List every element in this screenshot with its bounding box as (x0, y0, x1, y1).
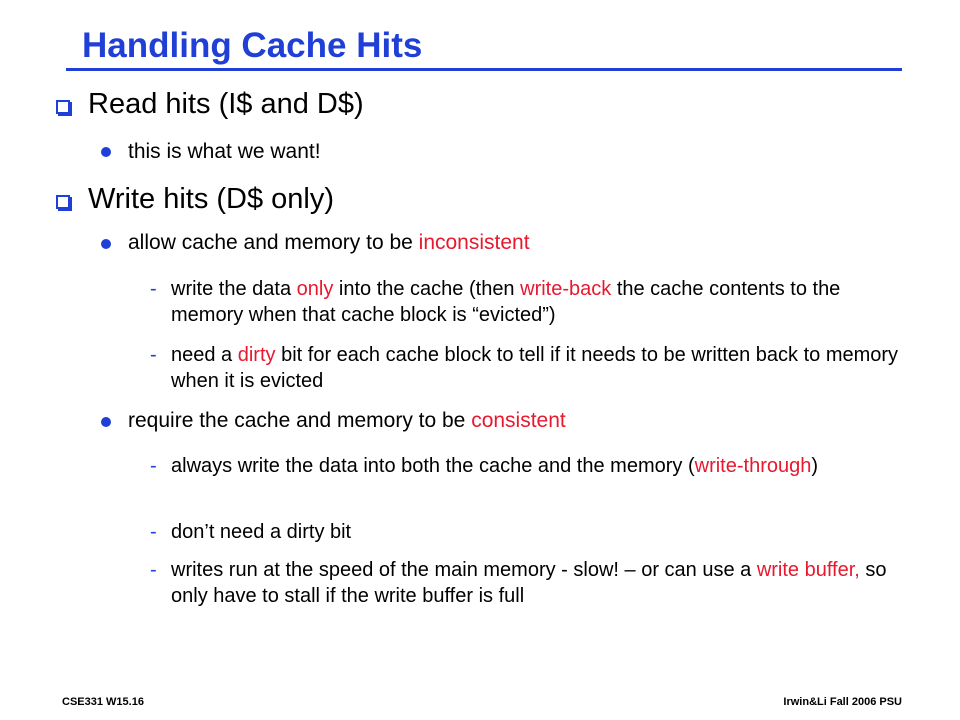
text: always write the data into both the cache and the memory ( (171, 455, 695, 477)
highlight-consistent: consistent (471, 409, 566, 432)
text: writes run at the speed of the main memory - slow! – or can use a (171, 559, 757, 581)
bullet-write-through (171, 453, 911, 479)
dash-bullet: - (150, 559, 157, 581)
text: write the data (171, 278, 297, 300)
bullet-require-consistent (128, 408, 566, 434)
text: need a (171, 344, 238, 366)
highlight-write-buffer: write buffer, (756, 559, 860, 581)
highlight-only: only (296, 278, 334, 300)
bullet-allow-inconsistent (128, 230, 530, 256)
bullet-read-sub: this is what we want! (128, 140, 321, 163)
text: the cache contents to the memory when that cache block is “evicted”) (171, 278, 841, 326)
bullet-write-back (171, 276, 911, 328)
bullet-read-hits: Read hits (I$ and D$) (88, 88, 364, 120)
bullet-write-hits: Write hits (D$ only) (88, 183, 335, 215)
round-bullet-icon (101, 239, 111, 249)
text: require the cache and memory to be (128, 409, 472, 432)
text: ) (811, 455, 819, 477)
dash-bullet: - (150, 455, 157, 477)
dash-bullet: - (150, 521, 157, 543)
footer-right: Irwin&Li Fall 2006 PSU (783, 696, 902, 708)
dash-bullet: - (150, 344, 157, 366)
highlight-inconsistent: inconsistent (418, 231, 530, 254)
bullet-no-dirty-bit: don’t need a dirty bit (171, 521, 352, 543)
title-underline (66, 68, 902, 71)
highlight-write-back: write-back (520, 278, 612, 300)
text: allow cache and memory to be (128, 231, 419, 254)
dash-bullet: - (150, 278, 157, 300)
square-bullet-icon (56, 195, 70, 209)
bullet-write-buffer (171, 557, 911, 609)
round-bullet-icon (101, 417, 111, 427)
text: into the cache (then (333, 278, 521, 300)
bullet-dirty-bit (171, 342, 911, 394)
highlight-write-through: write-through (694, 455, 812, 477)
text: so only have to stall if the write buffer is full (171, 559, 887, 607)
square-bullet-icon (56, 100, 70, 114)
text: bit for each cache block to tell if it needs to be written back to memory when it is evicted (171, 344, 899, 392)
highlight-dirty: dirty (237, 344, 276, 366)
round-bullet-icon (101, 147, 111, 157)
footer-left: CSE331 W15.16 (62, 696, 144, 708)
slide-title: Handling Cache Hits (82, 26, 423, 65)
